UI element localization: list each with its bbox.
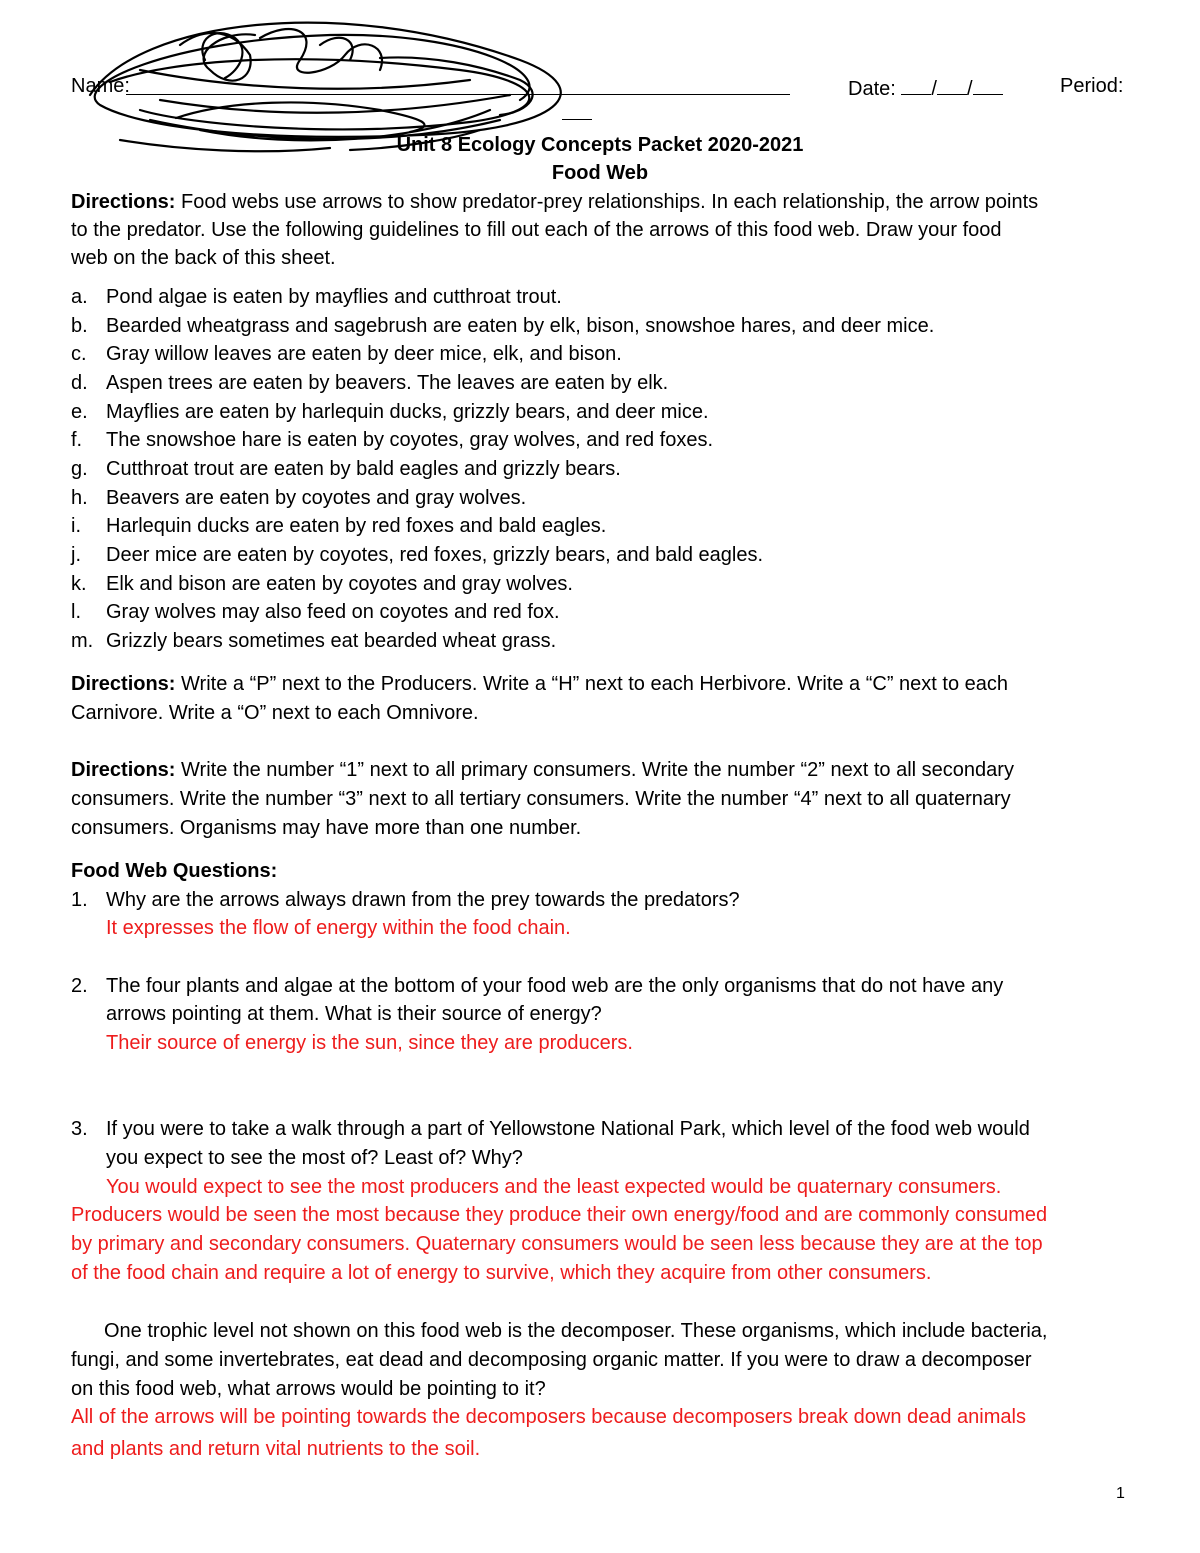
directions-3-line-1: Directions: Write the number “1” next to all primary consumers. Write the number “2” next to all secondary: [71, 759, 1014, 781]
answer-3-line-3: by primary and secondary consumers. Quaternary consumers would be seen less because they are at the top: [71, 1233, 1043, 1255]
page-number: 1: [1116, 1485, 1125, 1502]
period-label: Period:: [1060, 75, 1124, 97]
page-subtitle: Food Web: [551, 162, 649, 184]
answer-2: Their source of energy is the sun, since they are producers.: [106, 1032, 633, 1054]
date-label: Date:: [848, 78, 896, 100]
decomposer-answer-line-2: and plants and return vital nutrients to the soil.: [71, 1438, 481, 1460]
directions-2-line-2: Carnivore. Write a “O” next to each Omnivore.: [71, 702, 479, 724]
directions-3-line-2: consumers. Write the number “3” next to all tertiary consumers. Write the number “4” next to all quaternary: [71, 788, 1011, 810]
directions-1-line-1: Directions: Food webs use arrows to show predator-prey relationships. In each relationship, the arrow points: [71, 191, 1039, 213]
directions-2-line-1: Directions: Write a “P” next to the Producers. Write a “H” next to each Herbivore. Write a “C” next to each: [71, 673, 1009, 695]
decomposer-line-2: fungi, and some invertebrates, eat dead and decomposing organic matter. If you were to draw a decomposer: [71, 1349, 1032, 1371]
question-3-line-2: you expect to see the most of? Least of? Why?: [106, 1147, 523, 1169]
answer-3-line-1: You would expect to see the most producers and the least expected would be quaternary consumers.: [106, 1176, 1002, 1198]
date-field[interactable]: Date: / /: [848, 72, 1003, 103]
directions-1-line-3: web on the back of this sheet.: [71, 247, 336, 269]
answer-3-line-4: of the food chain and require a lot of energy to survive, which they acquire from other consumers.: [71, 1262, 932, 1284]
page-title: Unit 8 Ecology Concepts Packet 2020-2021: [396, 134, 804, 156]
decomposer-line-1: One trophic level not shown on this food web is the decomposer. These organisms, which include bacteria,: [104, 1320, 1048, 1342]
decomposer-answer-line-1: All of the arrows will be pointing towards the decomposers because decomposers break down dead animals: [71, 1406, 1026, 1428]
answer-3-line-2: Producers would be seen the most because they produce their own energy/food and are commonly consumed: [71, 1204, 1048, 1226]
name-label: Name:: [71, 75, 130, 97]
question-2-line-2: arrows pointing at them. What is their source of energy?: [106, 1003, 602, 1025]
questions-heading: Food Web Questions:: [71, 860, 278, 882]
answer-1: It expresses the flow of energy within the food chain.: [106, 917, 571, 939]
decomposer-line-3: on this food web, what arrows would be pointing to it?: [71, 1378, 546, 1400]
directions-3-line-3: consumers. Organisms may have more than one number.: [71, 817, 582, 839]
directions-1-line-2: to the predator. Use the following guidelines to fill out each of the arrows of this food web. Draw your food: [71, 219, 1002, 241]
